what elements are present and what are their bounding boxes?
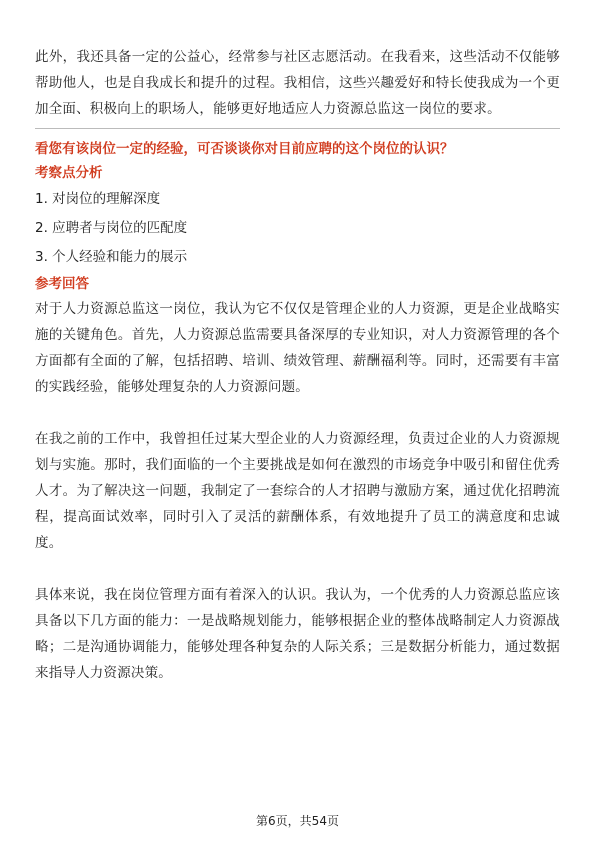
- analysis-label: 考察点分析: [35, 165, 103, 181]
- analysis-point: 3. 个人经验和能力的展示: [35, 249, 188, 265]
- answer-paragraph: 在我之前的工作中，我曾担任过某大型企业的人力资源经理，负责过企业的人力资源规划与实施。那时，我们面临的一个主要挑战是如何在激烈的市场竞争中吸引和留住优秀人才。为了解决这一问题，我制定了一套综合的人才招聘与激励方案，通过优化招聘流程，提高面试效率，同时引入了灵活的薪酬体系，有效地提升了员工的满意度和忠诚度。: [35, 431, 560, 551]
- intro-paragraph: 此外，我还具备一定的公益心，经常参与社区志愿活动。在我看来，这些活动不仅能够帮助他人，也是自我成长和提升的过程。我相信，这些兴趣爱好和特长使我成为一个更加全面、积极向上的职场人，能够更好地适应人力资源总监这一岗位的要求。: [35, 49, 560, 117]
- analysis-point: 2. 应聘者与岗位的匹配度: [35, 220, 188, 236]
- page-number-footer: 第6页，共54页: [256, 814, 339, 828]
- section-divider: [35, 128, 560, 129]
- paragraph-gap: [35, 556, 560, 582]
- paragraph-gap: [35, 400, 560, 426]
- answer-label: 参考回答: [35, 276, 89, 292]
- analysis-point: 1. 对岗位的理解深度: [35, 191, 161, 207]
- question-heading: 看您有该岗位一定的经验，可否谈谈你对目前应聘的这个岗位的认识？: [35, 141, 454, 157]
- answer-paragraph: 对于人力资源总监这一岗位，我认为它不仅仅是管理企业的人力资源，更是企业战略实施的关键角色。首先，人力资源总监需要具备深厚的专业知识，对人力资源管理的各个方面都有全面的了解，包括招聘、培训、绩效管理、薪酬福利等。同时，还需要有丰富的实践经验，能够处理复杂的人力资源问题。: [35, 301, 560, 395]
- page-content: [35, 44, 560, 686]
- answer-paragraph: 具体来说，我在岗位管理方面有着深入的认识。我认为，一个优秀的人力资源总监应该具备以下几方面的能力：一是战略规划能力，能够根据企业的整体战略制定人力资源战略；二是沟通协调能力，能够处理各种复杂的人际关系；三是数据分析能力，通过数据来指导人力资源决策。: [35, 587, 560, 681]
